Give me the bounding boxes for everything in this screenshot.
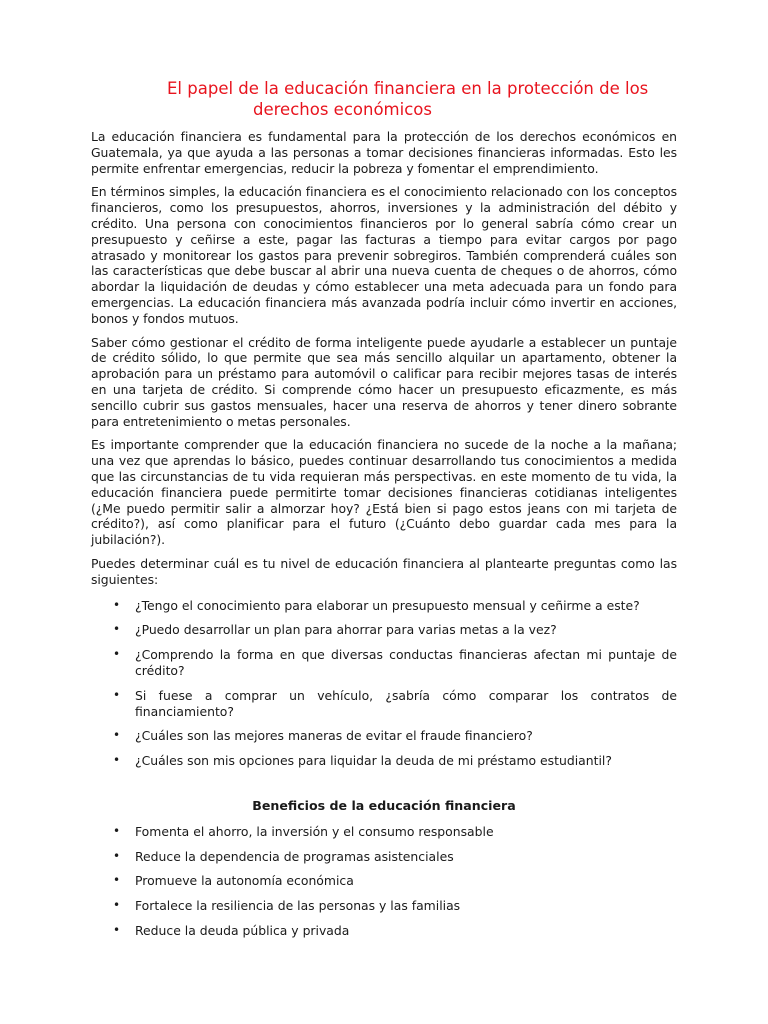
bullet-icon: • <box>113 728 121 743</box>
paragraph-questions-intro: Puedes determinar cuál es tu nivel de educación financiera al plantearte preguntas como las siguientes: <box>91 555 677 587</box>
bullet-icon: • <box>113 687 121 702</box>
paragraph-intro: La educación financiera es fundamental para la protección de los derechos económicos en Guatemala, ya que ayuda a las personas a tomar decisiones financieras informadas. Esto les permite enfrentar emergencias, reducir la pobreza y fomentar el emprendimiento. <box>91 129 677 176</box>
bullet-icon: • <box>113 898 121 913</box>
list-item <box>91 598 677 614</box>
list-item <box>91 647 677 679</box>
benefit-text: Fortalece la resiliencia de las personas y las familias <box>135 898 461 914</box>
benefit-text: Fomenta el ahorro, la inversión y el consumo responsable <box>135 823 494 839</box>
question-text: Si fuese a comprar un vehículo, ¿sabría cómo comparar los contratos de financiamiento? <box>135 687 677 719</box>
list-item <box>91 824 677 840</box>
bullet-icon: • <box>113 753 121 768</box>
paragraph-credit: Saber cómo gestionar el crédito de forma inteligente puede ayudarle a establecer un puntaje de crédito sólido, lo que permite que sea más sencillo alquilar un apartamento, obtener la aprobación para un préstamo para automóvil o calificar para recibir mejores tasas de interés en una tarjeta de crédito. Si comprende cómo hacer un presupuesto eficazmente, es más sencillo cubrir sus gastos mensuales, hacer una reserva de ahorros y tener dinero sobrante para entretenimiento o metas personales. <box>91 334 677 429</box>
list-item <box>91 688 677 720</box>
list-item <box>91 753 677 769</box>
question-text: ¿Cuáles son las mejores maneras de evitar el fraude financiero? <box>135 728 533 744</box>
benefits-list <box>91 824 677 939</box>
document-title <box>167 78 667 120</box>
title-line-2: derechos económicos <box>253 100 432 119</box>
bullet-icon: • <box>113 848 121 863</box>
paragraph-continuous-learning: Es importante comprender que la educación financiera no sucede de la noche a la mañana; una vez que aprendas lo básico, puedes continuar desarrollando tus conocimientos a medida que las circunstancias de tu vida requieran más perspectivas. en este momento de tu vida, la educación financiera puede permitirte tomar decisiones financieras cotidianas inteligentes (¿Me puedo permitir salir a almorzar hoy? ¿Está bien si pago estos jeans con mi tarjeta de crédito?), así como planificar para el futuro (¿Cuánto debo guardar cada mes para la jubilación?). <box>91 437 677 548</box>
benefits-heading: Beneficios de la educación financiera <box>252 797 516 813</box>
bullet-icon: • <box>113 873 121 888</box>
benefit-text: Reduce la deuda pública y privada <box>135 923 350 939</box>
list-item <box>91 923 677 939</box>
questions-list <box>91 598 677 769</box>
bullet-icon: • <box>113 597 121 612</box>
list-item <box>91 873 677 889</box>
title-line-1: El papel de la educación financiera en la protección de los <box>167 79 649 98</box>
paragraph-definition: En términos simples, la educación financiera es el conocimiento relacionado con los conceptos financieros, como los presupuestos, ahorros, inversiones y la administración del débito y crédito. Una persona con conocimientos financieros por lo general sabría cómo crear un presupuesto y ceñirse a este, pagar las facturas a tiempo para evitar cargos por pago atrasado y monitorear los gastos para prevenir sobregiros. También comprenderá cuáles son las características que debe buscar al abrir una nueva cuenta de cheques o de ahorros, cómo abordar la liquidación de deudas y cómo establecer una meta adecuada para un fondo para emergencias. La educación financiera más avanzada podría incluir cómo invertir en acciones, bonos y fondos mutuos. <box>91 184 677 326</box>
list-item <box>91 728 677 744</box>
question-text: ¿Cuáles son mis opciones para liquidar la deuda de mi préstamo estudiantil? <box>135 753 612 769</box>
bullet-icon: • <box>113 647 121 662</box>
bullet-icon: • <box>113 923 121 938</box>
bullet-icon: • <box>113 823 121 838</box>
list-item <box>91 622 677 638</box>
bullet-icon: • <box>113 622 121 637</box>
benefit-text: Reduce la dependencia de programas asistenciales <box>135 848 454 864</box>
list-item <box>91 849 677 865</box>
question-text: ¿Puedo desarrollar un plan para ahorrar para varias metas a la vez? <box>135 622 557 638</box>
list-item <box>91 898 677 914</box>
benefit-text: Promueve la autonomía económica <box>135 873 354 889</box>
question-text: ¿Tengo el conocimiento para elaborar un presupuesto mensual y ceñirme a este? <box>135 597 640 613</box>
question-text: ¿Comprendo la forma en que diversas conductas financieras afectan mi puntaje de crédito? <box>135 647 677 678</box>
document-page <box>91 78 677 948</box>
